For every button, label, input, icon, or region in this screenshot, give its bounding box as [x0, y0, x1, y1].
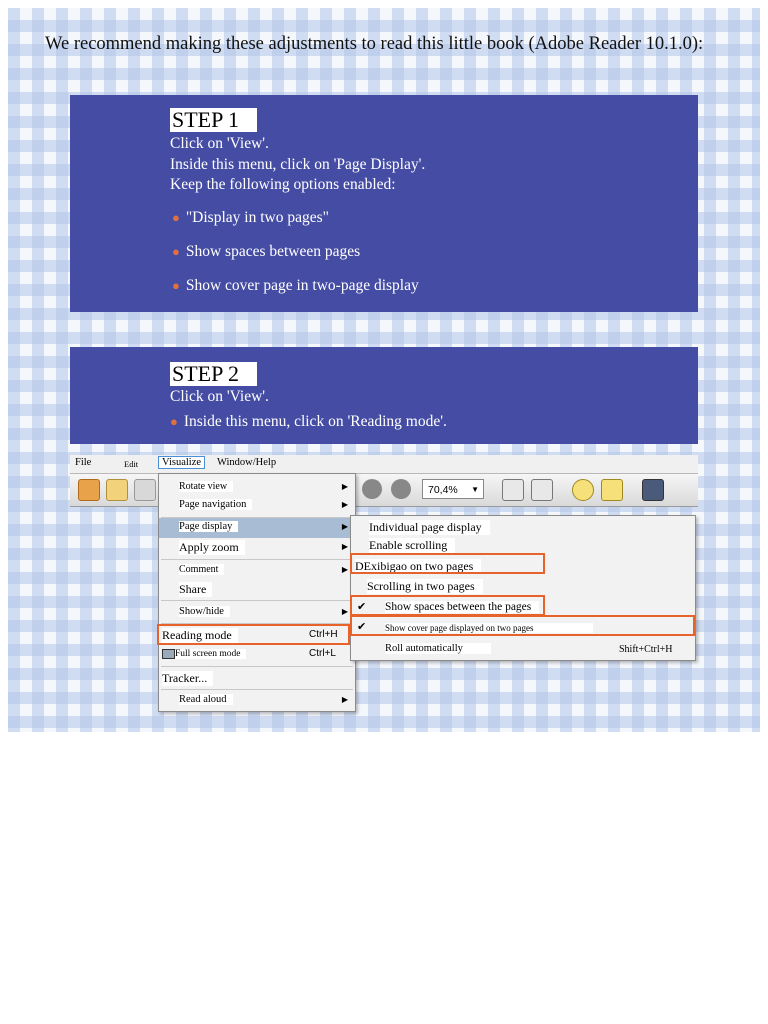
arrow-right-icon: ▶ — [341, 482, 348, 491]
menu-item-two-pages[interactable]: DExibigao on two pages — [351, 557, 695, 577]
highlight-icon[interactable] — [601, 479, 623, 501]
bullet-dot-icon: ● — [172, 210, 180, 225]
comment-icon[interactable] — [572, 479, 594, 501]
arrow-right-icon: ▶ — [341, 542, 348, 551]
menu-window-help[interactable]: Window/Help — [217, 457, 277, 468]
menu-item-reading-mode[interactable]: Reading mode Ctrl+H — [162, 628, 338, 642]
zoom-field[interactable] — [422, 479, 484, 499]
bullet-text: "Display in two pages" — [185, 209, 329, 226]
step1-line: Click on 'View'. — [170, 135, 269, 152]
bullet-dot-icon: ● — [172, 278, 180, 293]
menu-item-comment[interactable]: Comment ▶ — [179, 564, 348, 575]
fit-page-icon[interactable] — [502, 479, 524, 501]
zoom-in-icon[interactable] — [391, 479, 411, 499]
step2-panel — [70, 347, 698, 444]
zoom-out-icon[interactable] — [362, 479, 382, 499]
checkmark-icon: ✔ — [357, 601, 367, 613]
show-spaces-highlight — [350, 595, 545, 616]
menu-separator — [161, 689, 353, 690]
menu-item-roll-automatically[interactable]: Roll automatically Shift+Ctrl+H — [385, 643, 673, 655]
menu-separator — [161, 666, 353, 667]
fullscreen-icon[interactable] — [642, 479, 664, 501]
page-display-submenu — [350, 515, 696, 661]
reading-mode-highlight — [157, 624, 350, 645]
menu-item-individual-page[interactable]: Individual page display — [351, 518, 695, 538]
save-icon[interactable] — [134, 479, 156, 501]
menu-item-rotate-view[interactable]: Rotate view ▶ — [179, 481, 348, 492]
bullet-text: Inside this menu, click on 'Reading mode'. — [183, 413, 447, 430]
step1-line: Inside this menu, click on 'Page Display'. — [170, 156, 426, 173]
menu-item-page-display[interactable]: Page display ▶ — [159, 518, 355, 538]
view-menu — [158, 473, 356, 712]
menu-item-tracker[interactable]: Tracker... — [159, 669, 355, 689]
step1-line: Keep the following options enabled: — [170, 176, 396, 193]
arrow-right-icon: ▶ — [341, 500, 348, 509]
menu-item-scrolling-two-pages[interactable]: Scrolling in two pages — [351, 577, 695, 597]
menu-item-show-hide[interactable]: Show/hide ▶ — [179, 606, 348, 617]
menu-item-full-screen[interactable]: Full screen mode Ctrl+L — [159, 645, 355, 665]
menu-item-enable-scrolling[interactable]: Enable scrolling — [351, 536, 695, 556]
step1-bullet — [172, 277, 419, 295]
checkmark-icon: ✔ — [357, 621, 367, 633]
fit-width-icon[interactable] — [531, 479, 553, 501]
menu-item-show-cover-page[interactable]: ✔ Show cover page displayed on two pages — [351, 619, 695, 639]
zoom-value: 70,4% — [428, 484, 458, 496]
bullet-text: Show spaces between pages — [185, 243, 361, 260]
step1-bullet — [172, 209, 329, 227]
bullet-dot-icon: ● — [172, 244, 180, 259]
intro-text: We recommend making these adjustments to read this little book (Adobe Reader 10.1.0): — [45, 34, 704, 54]
menu-file[interactable]: File — [75, 457, 92, 468]
monitor-icon — [162, 649, 175, 659]
menu-bar — [70, 455, 698, 474]
arrow-right-icon: ▶ — [341, 565, 348, 574]
chevron-down-icon[interactable]: ▼ — [471, 485, 479, 494]
step2-bullet — [170, 413, 447, 431]
menu-item-share[interactable]: Share — [159, 580, 355, 600]
create-pdf-icon[interactable] — [78, 479, 100, 501]
step1-bullet — [172, 243, 360, 261]
arrow-right-icon: ▶ — [341, 695, 348, 704]
open-file-icon[interactable] — [106, 479, 128, 501]
reader-screenshot — [70, 455, 698, 715]
step1-title: STEP 1 — [170, 108, 257, 132]
menu-edit[interactable]: Edit — [124, 459, 139, 469]
menu-visualize[interactable]: Visualize — [158, 456, 205, 469]
arrow-right-icon: ▶ — [341, 607, 348, 616]
bullet-dot-icon: ● — [170, 414, 178, 429]
two-pages-highlight — [350, 553, 545, 574]
cover-page-highlight — [350, 615, 695, 636]
menu-separator — [161, 600, 353, 601]
step2-title: STEP 2 — [170, 362, 257, 386]
menu-item-read-aloud[interactable]: Read aloud ▶ — [179, 694, 348, 705]
menu-item-show-spaces[interactable]: ✔ Show spaces between the pages — [351, 599, 695, 619]
arrow-right-icon: ▶ — [341, 522, 348, 531]
step1-panel — [70, 95, 698, 312]
menu-item-apply-zoom[interactable]: Apply zoom ▶ — [179, 540, 348, 554]
step2-line: Click on 'View'. — [170, 388, 269, 405]
menu-separator — [161, 559, 353, 560]
menu-item-page-navigation[interactable]: Page navigation ▶ — [179, 499, 348, 510]
bullet-text: Show cover page in two-page display — [185, 277, 419, 294]
